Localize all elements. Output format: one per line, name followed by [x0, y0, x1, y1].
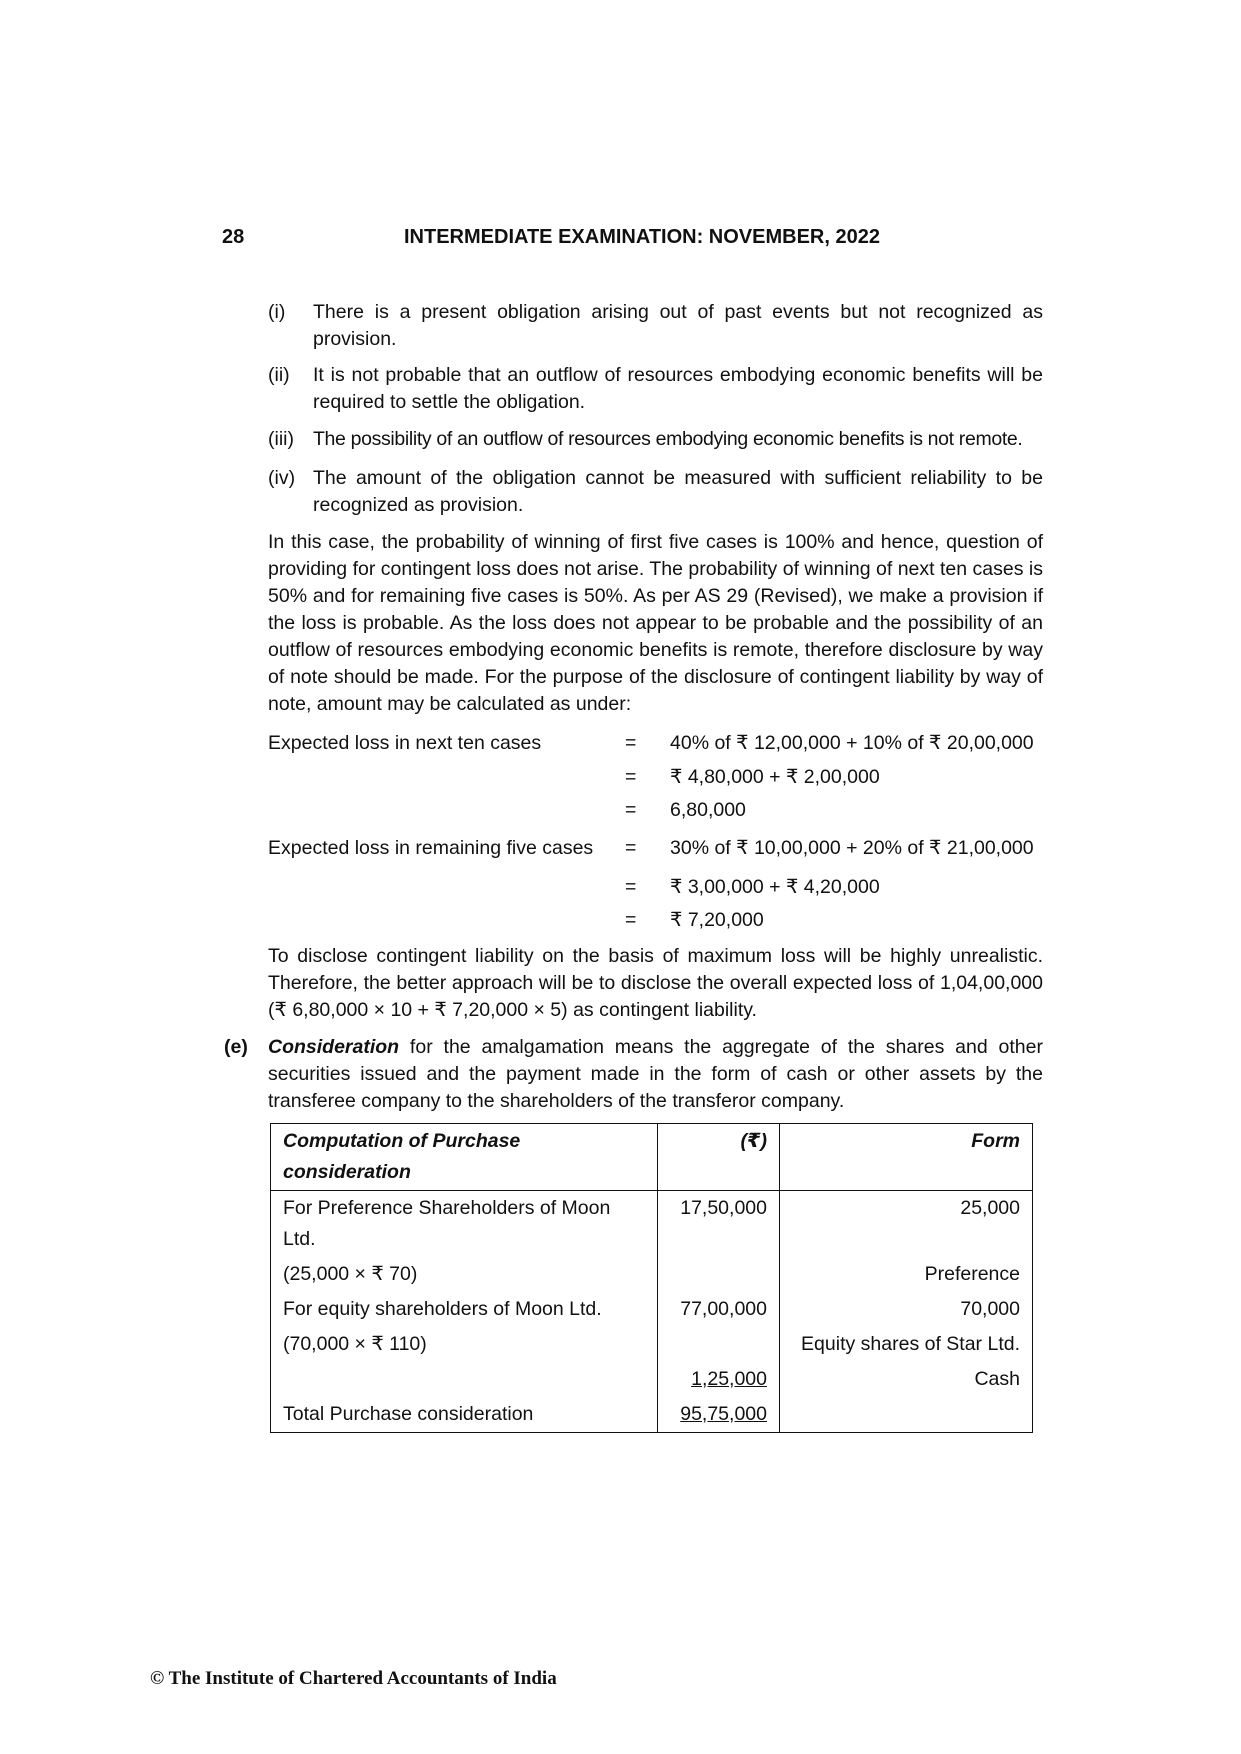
table-row: [271, 1362, 1033, 1397]
table-cell: 77,00,000: [658, 1292, 780, 1327]
calc-value: 30% of ₹ 10,00,000 + 20% of ₹ 21,00,000: [670, 837, 1034, 859]
table-row: [271, 1292, 1033, 1327]
item-text: The amount of the obligation cannot be measured with sufficient reliability to be recognized as provision.: [313, 467, 1043, 516]
paragraph-conclusion: To disclose contingent liability on the basis of maximum loss will be highly unrealistic. Therefore, the better approach will be to disclose the overall expected loss of 1,04,00,000 (₹ 6,80,000 × 10 + ₹ 7,20,000 × 5) as contingent liability.: [268, 945, 1043, 1021]
item-text: It is not probable that an outflow of resources embodying economic benefits will be required to settle the obligation.: [313, 364, 1043, 413]
item-label: (ii): [268, 364, 290, 386]
calc-value: ₹ 4,80,000 + ₹ 2,00,000: [670, 766, 880, 788]
table-cell: 1,25,000: [658, 1362, 780, 1397]
section-e-text: [268, 1034, 1043, 1115]
calc-equals: =: [625, 732, 637, 754]
table-cell: For equity shareholders of Moon Ltd.: [271, 1292, 658, 1327]
consideration-term: Consideration: [268, 1036, 400, 1058]
calc-equals: =: [625, 876, 637, 898]
list-item: [268, 362, 1043, 416]
list-item: [268, 465, 1043, 519]
purchase-consideration-table: [270, 1123, 1033, 1433]
table-cell: [271, 1362, 658, 1397]
calc-label: Expected loss in next ten cases: [268, 732, 542, 754]
table-cell: (25,000 × ₹ 70): [271, 1257, 658, 1292]
table-row: [271, 1327, 1033, 1362]
consideration-definition: for the amalgamation means the aggregate of the shares and other securities issued and the payment made in the form of cash or other assets by the transferee company to the shareholders of the transferor company.: [268, 1036, 1043, 1112]
table-cell: [658, 1327, 780, 1362]
calc-value: 40% of ₹ 12,00,000 + 10% of ₹ 20,00,000: [670, 732, 1034, 754]
calc-value: ₹ 3,00,000 + ₹ 4,20,000: [670, 876, 880, 898]
list-item: [268, 299, 1043, 353]
item-label: (iv): [268, 467, 296, 489]
calc-equals: =: [625, 909, 637, 931]
item-label: (i): [268, 301, 286, 323]
list-item: [268, 426, 1043, 453]
table-cell: 95,75,000: [658, 1397, 780, 1433]
calc-equals: =: [625, 799, 637, 821]
calc-equals: =: [625, 766, 637, 788]
paragraph-explanation: In this case, the probability of winning of first five cases is 100% and hence, question of providing for contingent loss does not arise. The probability of winning of next ten cases is 50% and for remaining five cases is 50%. As per AS 29 (Revised), we make a provision if the loss is probable. As the loss does not appear to be probable and the possibility of an outflow of resources embodying economic benefits is remote, therefore disclosure by way of note should be made. For the purpose of the disclosure of contingent liability by way of note, amount may be calculated as under:: [268, 531, 1043, 715]
table-cell: 25,000: [780, 1191, 1033, 1258]
table-cell: For Preference Shareholders of Moon Ltd.: [271, 1191, 658, 1258]
section-label: (e): [224, 1036, 248, 1058]
item-text: There is a present obligation arising out of past events but not recognized as provision.: [313, 301, 1043, 350]
table-cell: (70,000 × ₹ 110): [271, 1327, 658, 1362]
table-cell: [658, 1257, 780, 1292]
table-cell: 17,50,000: [658, 1191, 780, 1258]
item-text: The possibility of an outflow of resources embodying economic benefits is not remote.: [313, 428, 1023, 450]
page-title: INTERMEDIATE EXAMINATION: NOVEMBER, 2022: [404, 226, 880, 248]
calc-equals: =: [625, 837, 637, 859]
table-row-total: [271, 1397, 1033, 1433]
table-cell: Cash: [780, 1362, 1033, 1397]
column-header: Form: [780, 1124, 1033, 1191]
calc-value: 6,80,000: [670, 799, 746, 821]
calc-value: ₹ 7,20,000: [670, 909, 764, 931]
table-cell: Equity shares of Star Ltd.: [780, 1327, 1033, 1362]
calc-label: Expected loss in remaining five cases: [268, 837, 594, 859]
page-number: 28: [222, 226, 245, 248]
column-header: Computation of Purchase consideration: [271, 1124, 658, 1191]
table-row: [271, 1191, 1033, 1258]
table-cell: 70,000: [780, 1292, 1033, 1327]
table-cell: [780, 1397, 1033, 1433]
table-row: [271, 1257, 1033, 1292]
copyright-footer: © The Institute of Chartered Accountants of India: [150, 1668, 557, 1689]
column-header: (₹): [658, 1124, 780, 1191]
table-header-row: [271, 1124, 1033, 1191]
table-cell: Preference: [780, 1257, 1033, 1292]
table-cell: Total Purchase consideration: [271, 1397, 658, 1433]
item-label: (iii): [268, 428, 294, 450]
